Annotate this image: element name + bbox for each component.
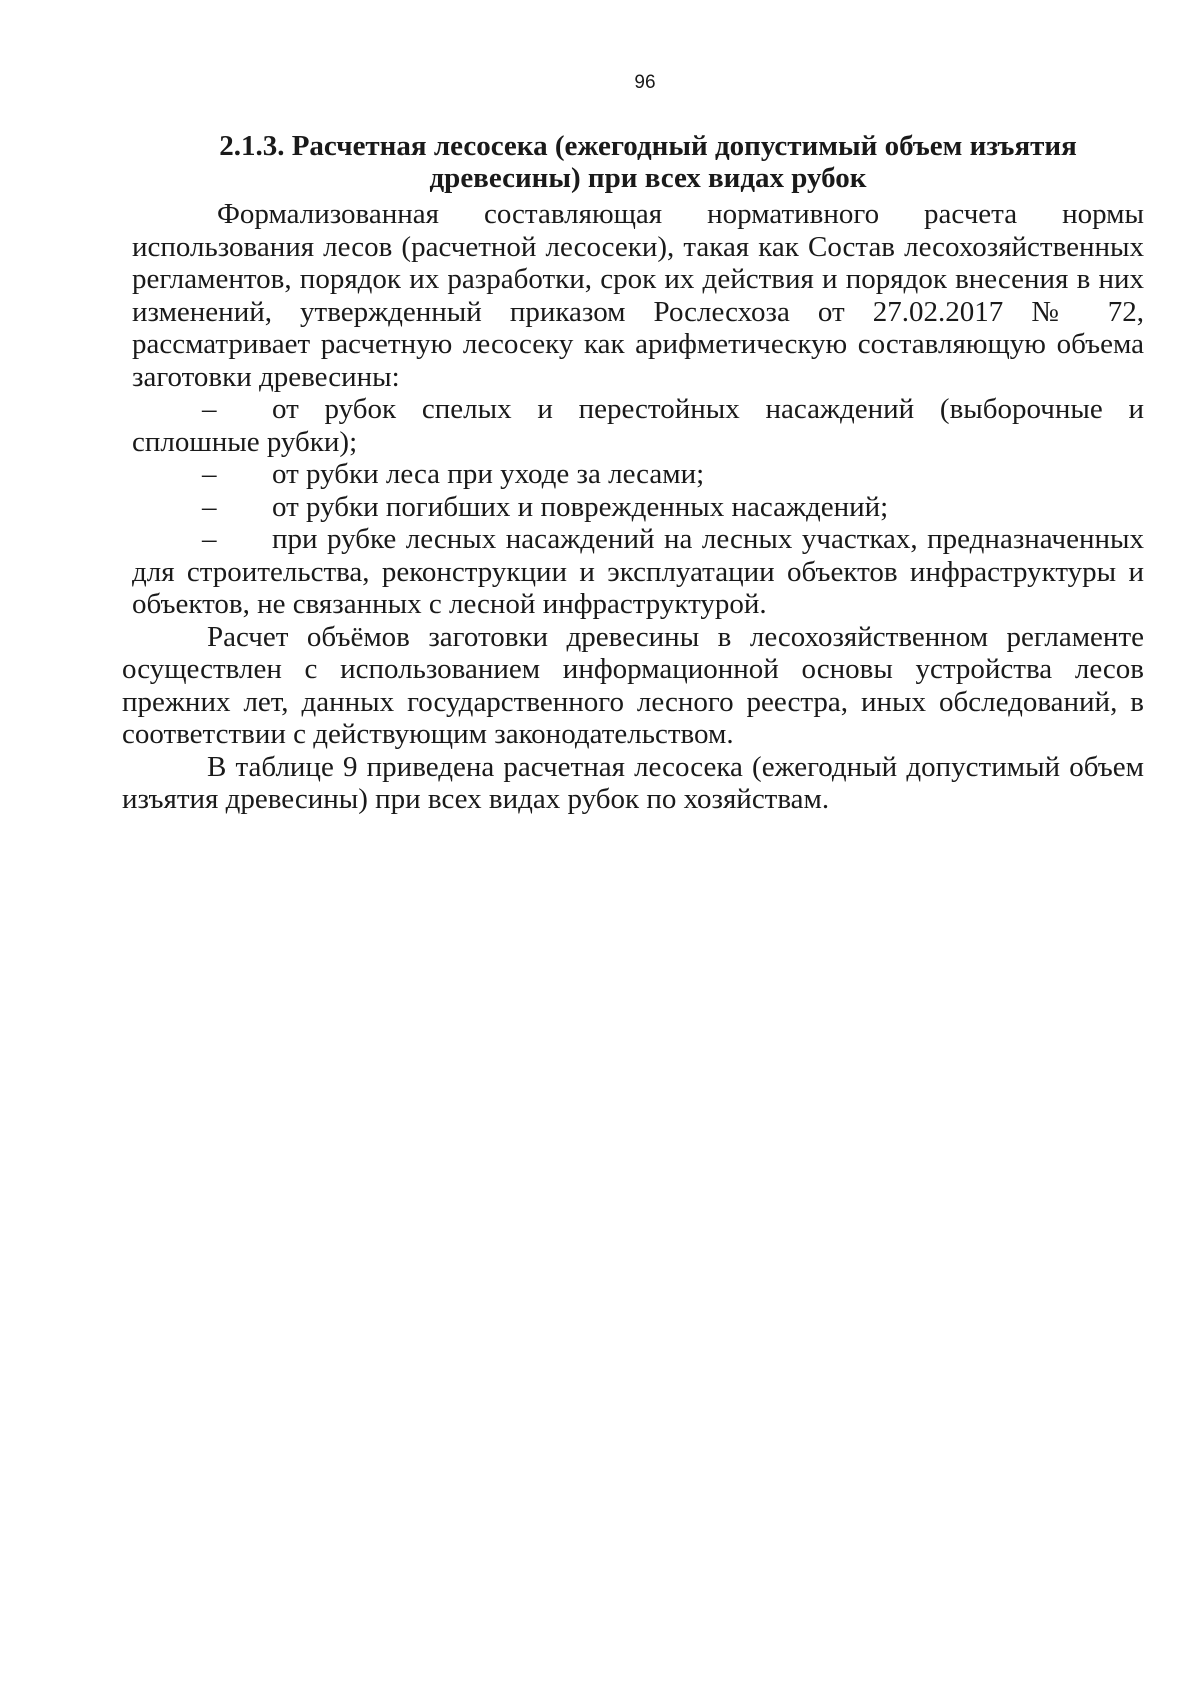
list-item-text: от рубки погибших и поврежденных насаждений; bbox=[272, 490, 889, 523]
dash-marker: – bbox=[202, 458, 217, 490]
dash-marker: – bbox=[202, 523, 217, 555]
paragraph-intro: Формализованная составляющая нормативного расчета нормы использования лесов (расчетной лесосеки), такая как Состав лесохозяйственных регламентов, порядок их разработки, срок их действия и порядок внесения в них изменений, утвержденный приказом Рослесхоза от 27.02.2017 № 72, рассматривает расчетную лесосеку как арифметическую составляющую объема заготовки древесины: bbox=[132, 198, 1144, 393]
list-item bbox=[132, 491, 1144, 524]
document-body bbox=[122, 130, 1144, 816]
paragraph-calculation: Расчет объёмов заготовки древесины в лесохозяйственном регламенте осуществлен с использованием информационной основы устройства лесов прежних лет, данных государственного лесного реестра, иных обследований, в соответствии с действующим законодательством. bbox=[122, 620, 1144, 750]
page-number: 96 bbox=[634, 72, 656, 93]
paragraph-table-reference: В таблице 9 приведена расчетная лесосека (ежегодный допустимый объем изъятия древесины) при всех видах рубок по хозяйствам. bbox=[122, 750, 1144, 815]
list-item-text: от рубки леса при уходе за лесами; bbox=[272, 458, 705, 490]
list-item bbox=[132, 523, 1144, 621]
list-item-text: при рубке лесных насаждений на лесных участках, предназначенных для строительства, реконструкции и эксплуатации объектов инфраструктуры и объектов, не связанных с лесной инфраструктурой. bbox=[132, 523, 1144, 620]
section-heading-line-2: древесины) при всех видах рубок bbox=[429, 162, 867, 194]
dash-marker: – bbox=[202, 393, 217, 425]
list-item-text: от рубок спелых и перестойных насаждений (выборочные и сплошные рубки); bbox=[132, 393, 1144, 458]
list-item bbox=[132, 393, 1144, 458]
section-heading bbox=[132, 130, 1144, 194]
dash-marker: – bbox=[202, 490, 217, 523]
list-item bbox=[132, 458, 1144, 491]
section-heading-line-1: 2.1.3. Расчетная лесосека (ежегодный допустимый объем изъятия bbox=[219, 130, 1077, 162]
